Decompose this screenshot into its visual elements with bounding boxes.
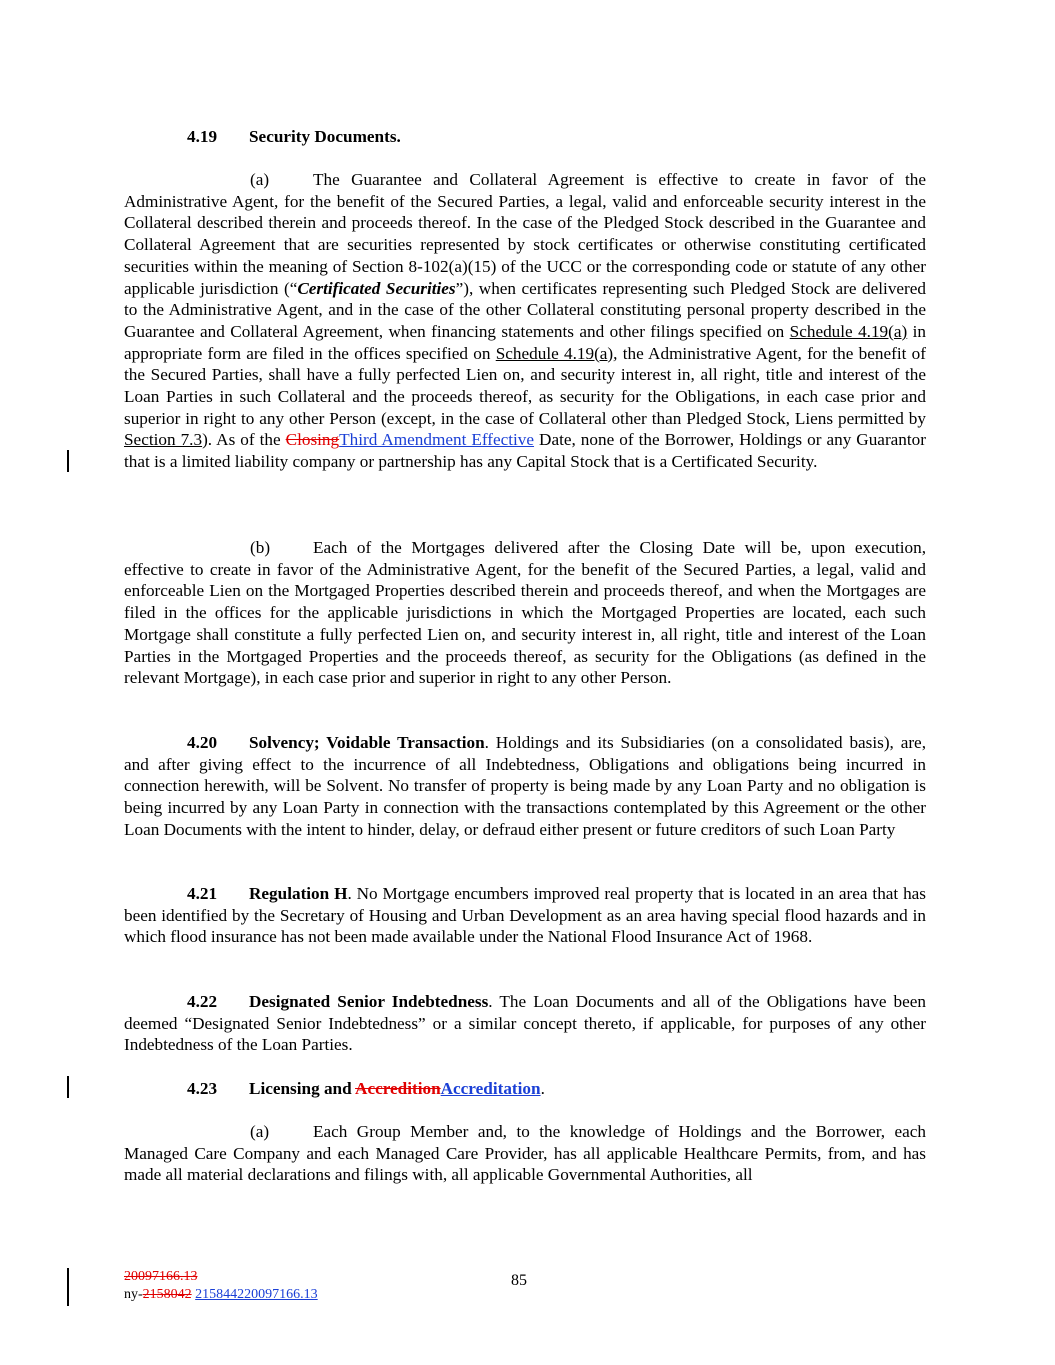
clause-label: (a): [250, 170, 270, 189]
paragraph-text: Date, none of the Borrower, Holdings or any Guarantor that is a limited liability company or partnership has any Capital Stock that is a Certificated Security.: [124, 430, 926, 472]
paragraph-text: ”), when certificates representing such Pledged Stock are delivered to the Administrative Agent, and in the case of the other Collateral constituting personal property described in the Guarantee and Collateral Agreement, when financing statements and other filings specified on: [124, 278, 926, 341]
inserted-text: Third Amendment Effective: [339, 430, 535, 450]
footer-line-2: [124, 1286, 318, 1304]
section-4-19-b: [124, 537, 926, 689]
section-title: Solvency; Voidable Transaction: [249, 733, 485, 752]
footer-line-1: [124, 1268, 318, 1286]
paragraph-text: . The Loan Documents and all of the Obligations have been deemed “Designated Senior Indebtedness” or a similar concept thereto, if applicable, for purposes of any other Indebtedness of the Loan Parties.: [124, 992, 926, 1055]
section-4-20: [124, 732, 926, 841]
paragraph-text: . Holdings and its Subsidiaries (on a consolidated basis), are, and after giving effect to the incurrence of all Indebtedness, Obligations and obligations being incurred in connection herewith, will be Solvent. No transfer of property is being made by any Loan Party and no obligation is being incurred by any Loan Party in connection with the transactions contemplated by this Agreement or the other Loan Documents with the intent to hinder, delay, or defraud either present or future creditors of such Loan Party: [124, 733, 926, 839]
change-bar: [67, 1268, 69, 1306]
clause-label: (b): [250, 538, 271, 557]
section-title: Designated Senior Indebtedness: [249, 992, 489, 1011]
section-4-23-heading: [124, 1078, 926, 1100]
section-number: 4.21: [187, 884, 218, 903]
change-bar: [67, 1076, 69, 1098]
deleted-doc-id: 2158042: [142, 1287, 192, 1302]
schedule-reference: Schedule 4.19(a): [495, 343, 614, 363]
section-number: 4.19: [187, 127, 218, 146]
inserted-text: Accreditation: [440, 1079, 541, 1098]
section-4-19-a: [124, 169, 926, 473]
paragraph-text: Each of the Mortgages delivered after the Closing Date will be, upon execution, effective to create in favor of the Administrative Agent, for the benefit of the Secured Parties, a legal, valid and enforceable Lien on the Mortgaged Properties described therein and proceeds thereof, and when the Mortgages are filed in the offices for the applicable jurisdictions in which the Mortgaged Properties are located, each such Mortgage shall constitute a fully perfected Lien on, and security interest in, all right, title and interest of the Loan Parties in the Mortgaged Properties and the proceeds thereof, as security for the Obligations (as defined in the relevant Mortgage), in each case prior and superior in right to any other Person.: [124, 538, 926, 688]
deleted-text: Accredition: [355, 1079, 441, 1098]
clause-label: (a): [250, 1122, 270, 1141]
defined-term: Certificated Securities: [297, 278, 456, 298]
page-number: 85: [511, 1272, 527, 1289]
paragraph-text: . No Mortgage encumbers improved real property that is located in an area that has been identified by the Secretary of Housing and Urban Development as an area having special flood hazards and in which flood insurance has not been made available under the National Flood Insurance Act of 1968.: [124, 884, 926, 947]
schedule-reference: Schedule 4.19(a): [789, 321, 908, 341]
change-bar: [67, 450, 69, 472]
section-title: Regulation H: [249, 884, 348, 903]
section-4-22: [124, 991, 926, 1056]
section-4-23-a: [124, 1121, 926, 1186]
paragraph-text: Each Group Member and, to the knowledge of Holdings and the Borrower, each Managed Care Company and each Managed Care Provider, has all applicable Healthcare Permits, from, and has made all material declarations and filings with, all applicable Governmental Authorities, all: [124, 1122, 926, 1185]
section-number: 4.23: [187, 1079, 218, 1098]
deleted-doc-id: 20097166.13: [124, 1269, 198, 1284]
paragraph-text: , the Administrative Agent, for the benefit of the Secured Parties, shall have a fully perfected Lien on, and security interest in, all right, title and interest of the Loan Parties in such Collateral and the proceeds thereof, as security for the Obligations, in each case prior and superior in right to any other Person (except, in the case of Collateral other than Pledged Stock, Liens permitted by: [124, 343, 926, 428]
paragraph-text: ). As of the: [202, 430, 286, 450]
section-4-19-heading: [124, 126, 926, 148]
section-reference: Section 7.3: [124, 430, 203, 450]
doc-id-prefix: ny-: [124, 1287, 143, 1302]
section-title: Security Documents.: [249, 127, 401, 146]
section-number: 4.20: [187, 733, 218, 752]
section-4-21: [124, 883, 926, 948]
paragraph-text: The Guarantee and Collateral Agreement is effective to create in favor of the Administrative Agent, for the benefit of the Secured Parties, a legal, valid and enforceable security interest in the Collateral described therein and proceeds thereof. In the case of the Pledged Stock described in the Guarantee and Collateral Agreement that are securities represented by stock certificates or otherwise constituting certificated securities within the meaning of Section 8-102(a)(15) of the UCC or the corresponding code or statute of any other applicable jurisdiction (“: [124, 170, 926, 298]
paragraph-text: in appropriate form are filed in the offices specified on: [124, 321, 927, 363]
document-footer: [124, 1268, 318, 1304]
heading-period: .: [540, 1079, 545, 1098]
deleted-text: Closing: [285, 430, 340, 450]
inserted-doc-id: 215844220097166.13: [195, 1287, 318, 1302]
section-title: Licensing and: [249, 1079, 356, 1098]
section-number: 4.22: [187, 992, 218, 1011]
